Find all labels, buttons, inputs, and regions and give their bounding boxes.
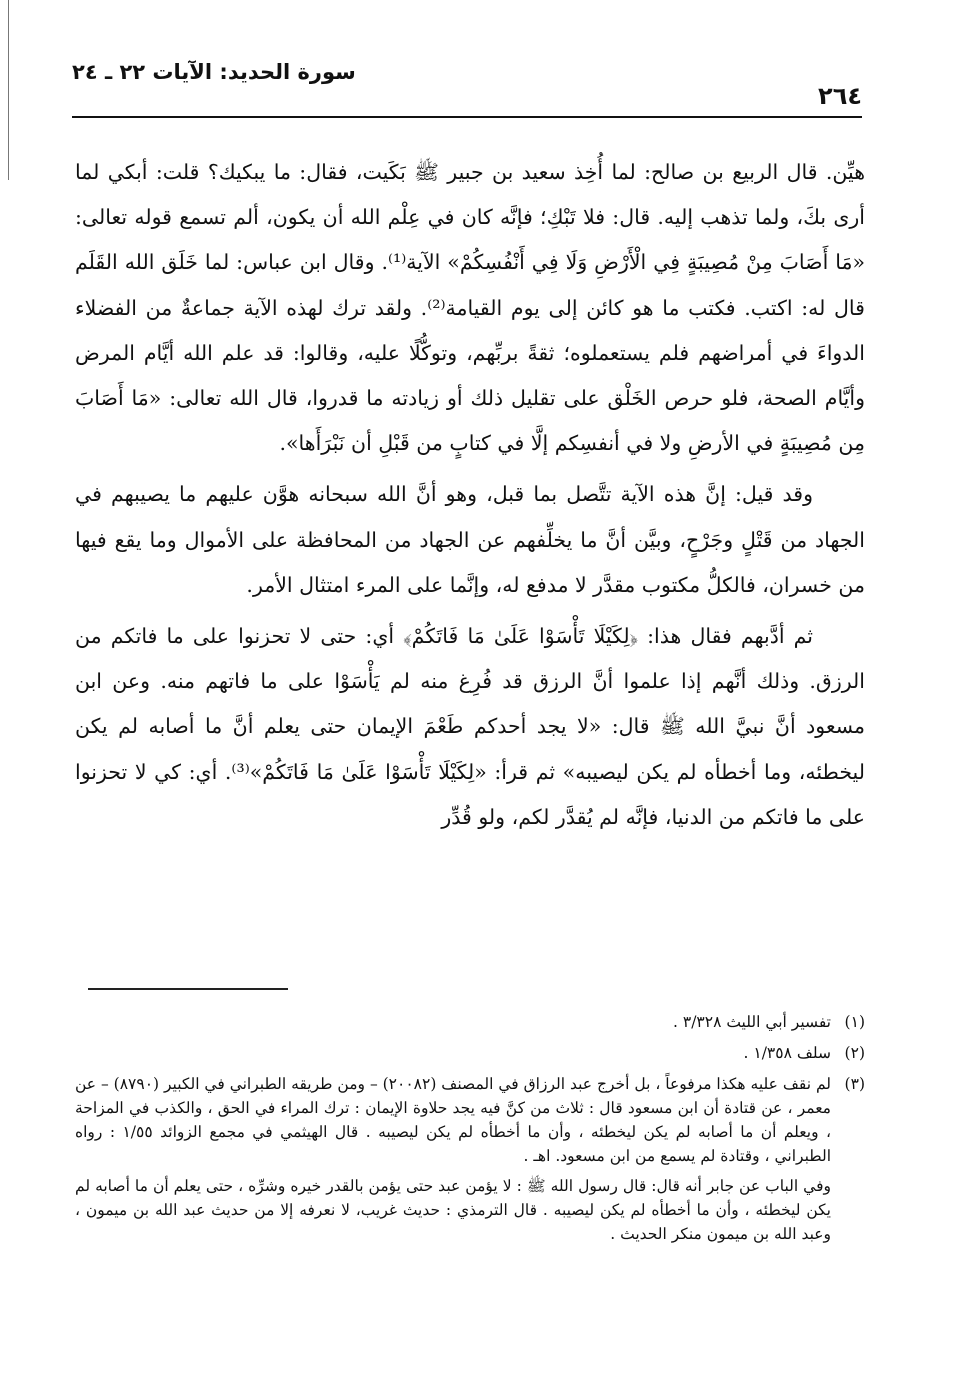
footnote-number: (٢) bbox=[844, 1044, 865, 1062]
footnote-continuation: وفي الباب عن جابر أنه قال: قال رسول الله ﷺ : لا يؤمن عبد حتى يؤمن بالقدر خيره وشرِّه ، حتى يعلم أن ما أصابه لم يكن ليخطئه ، وأن ما أخطأه لم يكن ليصيبه . قال الترمذي : حديث غريب، لا نعرفه إلا من حديث عبد الله بن ميمون ، وعبد الله بن ميمون منكر الحديث . bbox=[75, 1177, 831, 1243]
footnote-text: تفسير أبي الليث ٣/٣٢٨ . bbox=[673, 1013, 831, 1031]
footnote-text: سلف ١/٣٥٨ . bbox=[743, 1044, 831, 1062]
header-rule bbox=[72, 116, 862, 118]
footnote-number: (١) bbox=[844, 1013, 865, 1031]
footnote-text: لم نقف عليه هكذا مرفوعاً ، بل أخرج عبد الرزاق في المصنف (٢٠٠٨٢) – ومن طريقه الطبراني في الكبير (٨٧٩٠) – عن معمر ، عن قتادة أن ابن مسعود قال : ثلاث من كنَّ فيه يجد حلاوة الإيمان : ترك المراء في الحق ، والكذب في المزاحة ، ويعلم أن ما أصابه لم يكن ليخطئه ، وأن ما أخطأه لم يكن ليصيبه . قال الهيثمي في مجمع الزوائد ١/٥٥ : رواه الطبراني ، وقتادة لم يسمع من ابن مسعود. اهـ . bbox=[75, 1075, 831, 1165]
running-title: سورة الحديد: الآيات ٢٢ ـ ٢٤ bbox=[72, 60, 356, 84]
footnote-separator bbox=[88, 988, 288, 990]
footnote-1 bbox=[75, 1010, 865, 1034]
footnote-3 bbox=[75, 1072, 865, 1246]
page-header bbox=[72, 60, 862, 114]
main-text bbox=[75, 150, 865, 840]
paragraph-2: وقد قيل: إنَّ هذه الآية تتَّصل بما قبل، وهو أنَّ الله سبحانه هوَّن عليهم ما يصيبهم في الجهاد من قَتْلٍ وجَرْحٍ، وبيَّن أنَّ ما يخلِّفهم عن الجهاد من المحافظة على الأموال وما يقع فيها من خسران، فالكلُّ مكتوب مقدَّر لا مدفع له، وإنَّما على المرء امتثال الأمر. bbox=[75, 482, 865, 597]
footnotes bbox=[75, 1010, 865, 1253]
page-edge-line bbox=[8, 0, 9, 180]
paragraph-1: هيِّن. قال الربيع بن صالح: لما أُخِذ سعيد بن جبير ﷺ بَكَيت، فقال: ما يبكيك؟ قلت: أبكي لما أرى بكَ، ولما تذهب إليه. قال: فلا تَبْكِ؛ فإنَّه كان في عِلْم الله أن يكون، ألم تسمع قوله تعالى: «مَا أَصَابَ مِنْ مُصِيبَةٍ فِي الْأَرْضِ وَلَا فِي أَنْفُسِكُمْ» الآية⁽¹⁾. وقال ابن عباس: لما خَلَق الله القَلَم قال له: اكتب. فكتب ما هو كائن إلى يوم القيامة⁽²⁾. ولقد ترك لهذه الآية جماعةٌ من الفضلاء الدواءَ في أمراضهم فلم يستعملوه؛ ثقةً بربِّهم، وتوكُّلًا عليه، وقالوا: قد علم الله أيَّام المرض وأيَّام الصحة، فلو حرص الخَلْق على تقليل ذلك أو زيادته ما قدروا، قال الله تعالى: «مَا أَصَابَ مِن مُصِيبَةٍ في الأرضِ ولا في أنفسِكم إلَّا في كتابٍ من قَبْلِ أن نَبْرَأَها». bbox=[75, 160, 866, 456]
footnote-2 bbox=[75, 1041, 865, 1065]
page-number: ٢٦٤ bbox=[818, 82, 862, 110]
paragraph-3: ثم أدَّبهم فقال هذا: ﴿لِكَيْلَا تَأْسَوْا عَلَىٰ مَا فَاتَكُمْ﴾ أي: حتى لا تحزنوا على ما فاتكم من الرزق. وذلك أنَّهم إذا علموا أنَّ الرزق قد فُرِغ منه لم يَأْسَوْا على ما فاتهم منه. وعن ابن مسعود أنَّ نبيَّ الله ﷺ قال: «لا يجد أحدكم طَعْمَ الإيمان حتى يعلم أنَّ ما أصابه لم يكن ليخطئه، وما أخطأه لم يكن ليصيبه» ثم قرأ: «لِكَيْلَا تَأْسَوْا عَلَىٰ مَا فَاتَكُمْ»⁽³⁾. أي: كي لا تحزنوا على ما فاتكم من الدنيا، فإنَّه لم يُقدَّر لكم، ولو قُدِّر bbox=[75, 624, 865, 829]
footnote-number: (٣) bbox=[844, 1075, 865, 1093]
